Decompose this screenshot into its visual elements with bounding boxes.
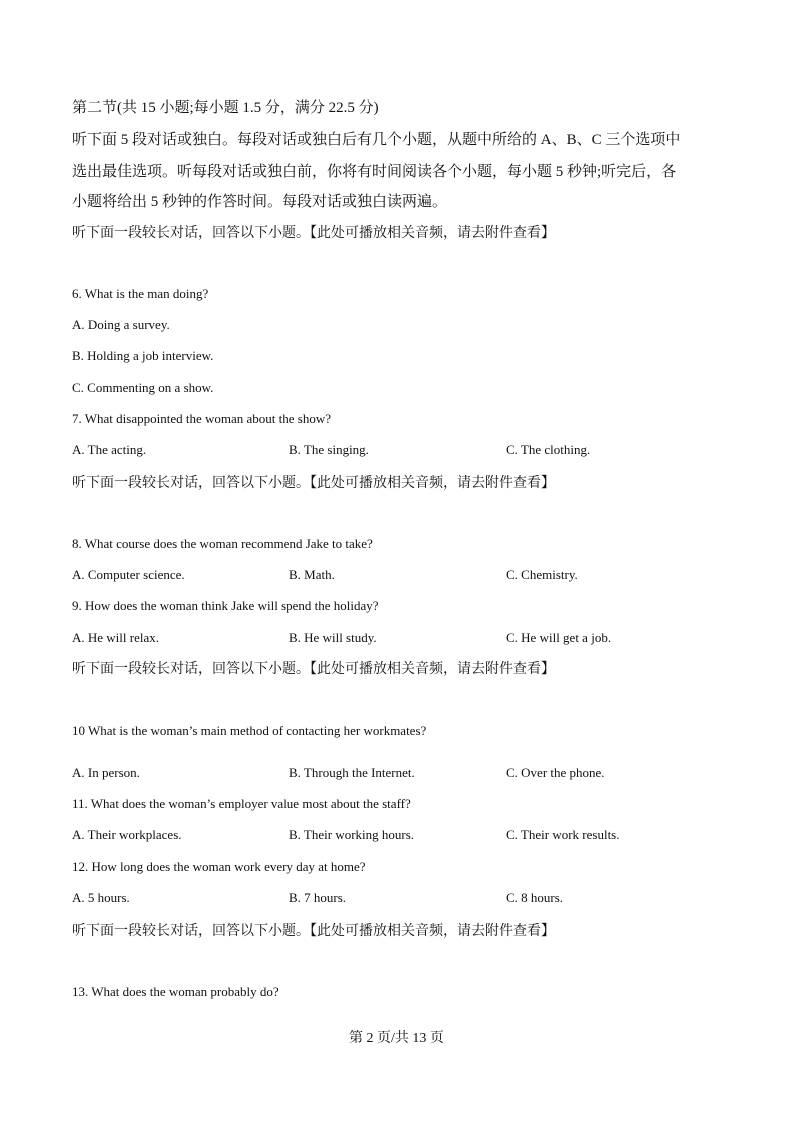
- option-a: A. In person.: [72, 765, 140, 780]
- option-b: B. Math.: [289, 567, 335, 582]
- question-stem: 13. What does the woman probably do?: [72, 984, 279, 999]
- page-number: 第 2 页/共 13 页: [349, 1031, 444, 1046]
- question-stem: 6. What is the man doing?: [72, 286, 209, 301]
- option-b: B. Through the Internet.: [289, 765, 415, 780]
- option-b: B. The singing.: [289, 442, 369, 457]
- question-stem: 8. What course does the woman recommend Jake to take?: [72, 536, 373, 551]
- question-stem: 9. How does the woman think Jake will spend the holiday?: [72, 598, 379, 613]
- audio-prompt: 听下面一段较长对话，回答以下小题。【此处可播放相关音频，请去附件查看】: [72, 662, 555, 677]
- option-b: B. Holding a job interview.: [72, 348, 214, 363]
- option-c: C. 8 hours.: [506, 890, 564, 905]
- option-c: C. Over the phone.: [506, 765, 605, 780]
- option-a: A. Computer science.: [72, 567, 185, 582]
- option-b: B. 7 hours.: [289, 890, 347, 905]
- option-a: A. Their workplaces.: [72, 827, 182, 842]
- option-c: C. Commenting on a show.: [72, 380, 214, 395]
- option-b: B. Their working hours.: [289, 827, 415, 842]
- option-a: A. 5 hours.: [72, 890, 130, 905]
- audio-prompt: 听下面一段较长对话，回答以下小题。【此处可播放相关音频，请去附件查看】: [72, 924, 555, 939]
- section-heading: 第二节(共 15 小题;每小题 1.5 分，满分 22.5 分): [72, 100, 379, 116]
- audio-prompt: 听下面一段较长对话，回答以下小题。【此处可播放相关音频，请去附件查看】: [72, 476, 555, 491]
- question-stem: 7. What disappointed the woman about the show?: [72, 411, 331, 426]
- option-c: C. Their work results.: [506, 827, 620, 842]
- option-a: A. He will relax.: [72, 630, 160, 645]
- option-a: A. Doing a survey.: [72, 317, 170, 332]
- option-c: C. Chemistry.: [506, 567, 578, 582]
- option-c: C. He will get a job.: [506, 630, 612, 645]
- instructions-line-1: 听下面 5 段对话或独白。每段对话或独白后有几个小题，从题中所给的 A、B、C 三个选项中: [72, 132, 681, 148]
- option-b: B. He will study.: [289, 630, 377, 645]
- question-stem: 11. What does the woman’s employer value most about the staff?: [72, 796, 411, 811]
- instructions-line-3: 小题将给出 5 秒钟的作答时间。每段对话或独白读两遍。: [72, 194, 448, 210]
- option-a: A. The acting.: [72, 442, 147, 457]
- option-c: C. The clothing.: [506, 442, 591, 457]
- question-stem: 12. How long does the woman work every day at home?: [72, 859, 366, 874]
- instructions-line-2: 选出最佳选项。听每段对话或独白前，你将有时间阅读各个小题，每小题 5 秒钟;听完后，各: [72, 164, 677, 180]
- question-stem: 10 What is the woman’s main method of contacting her workmates?: [72, 723, 427, 738]
- audio-prompt: 听下面一段较长对话，回答以下小题。【此处可播放相关音频，请去附件查看】: [72, 226, 555, 241]
